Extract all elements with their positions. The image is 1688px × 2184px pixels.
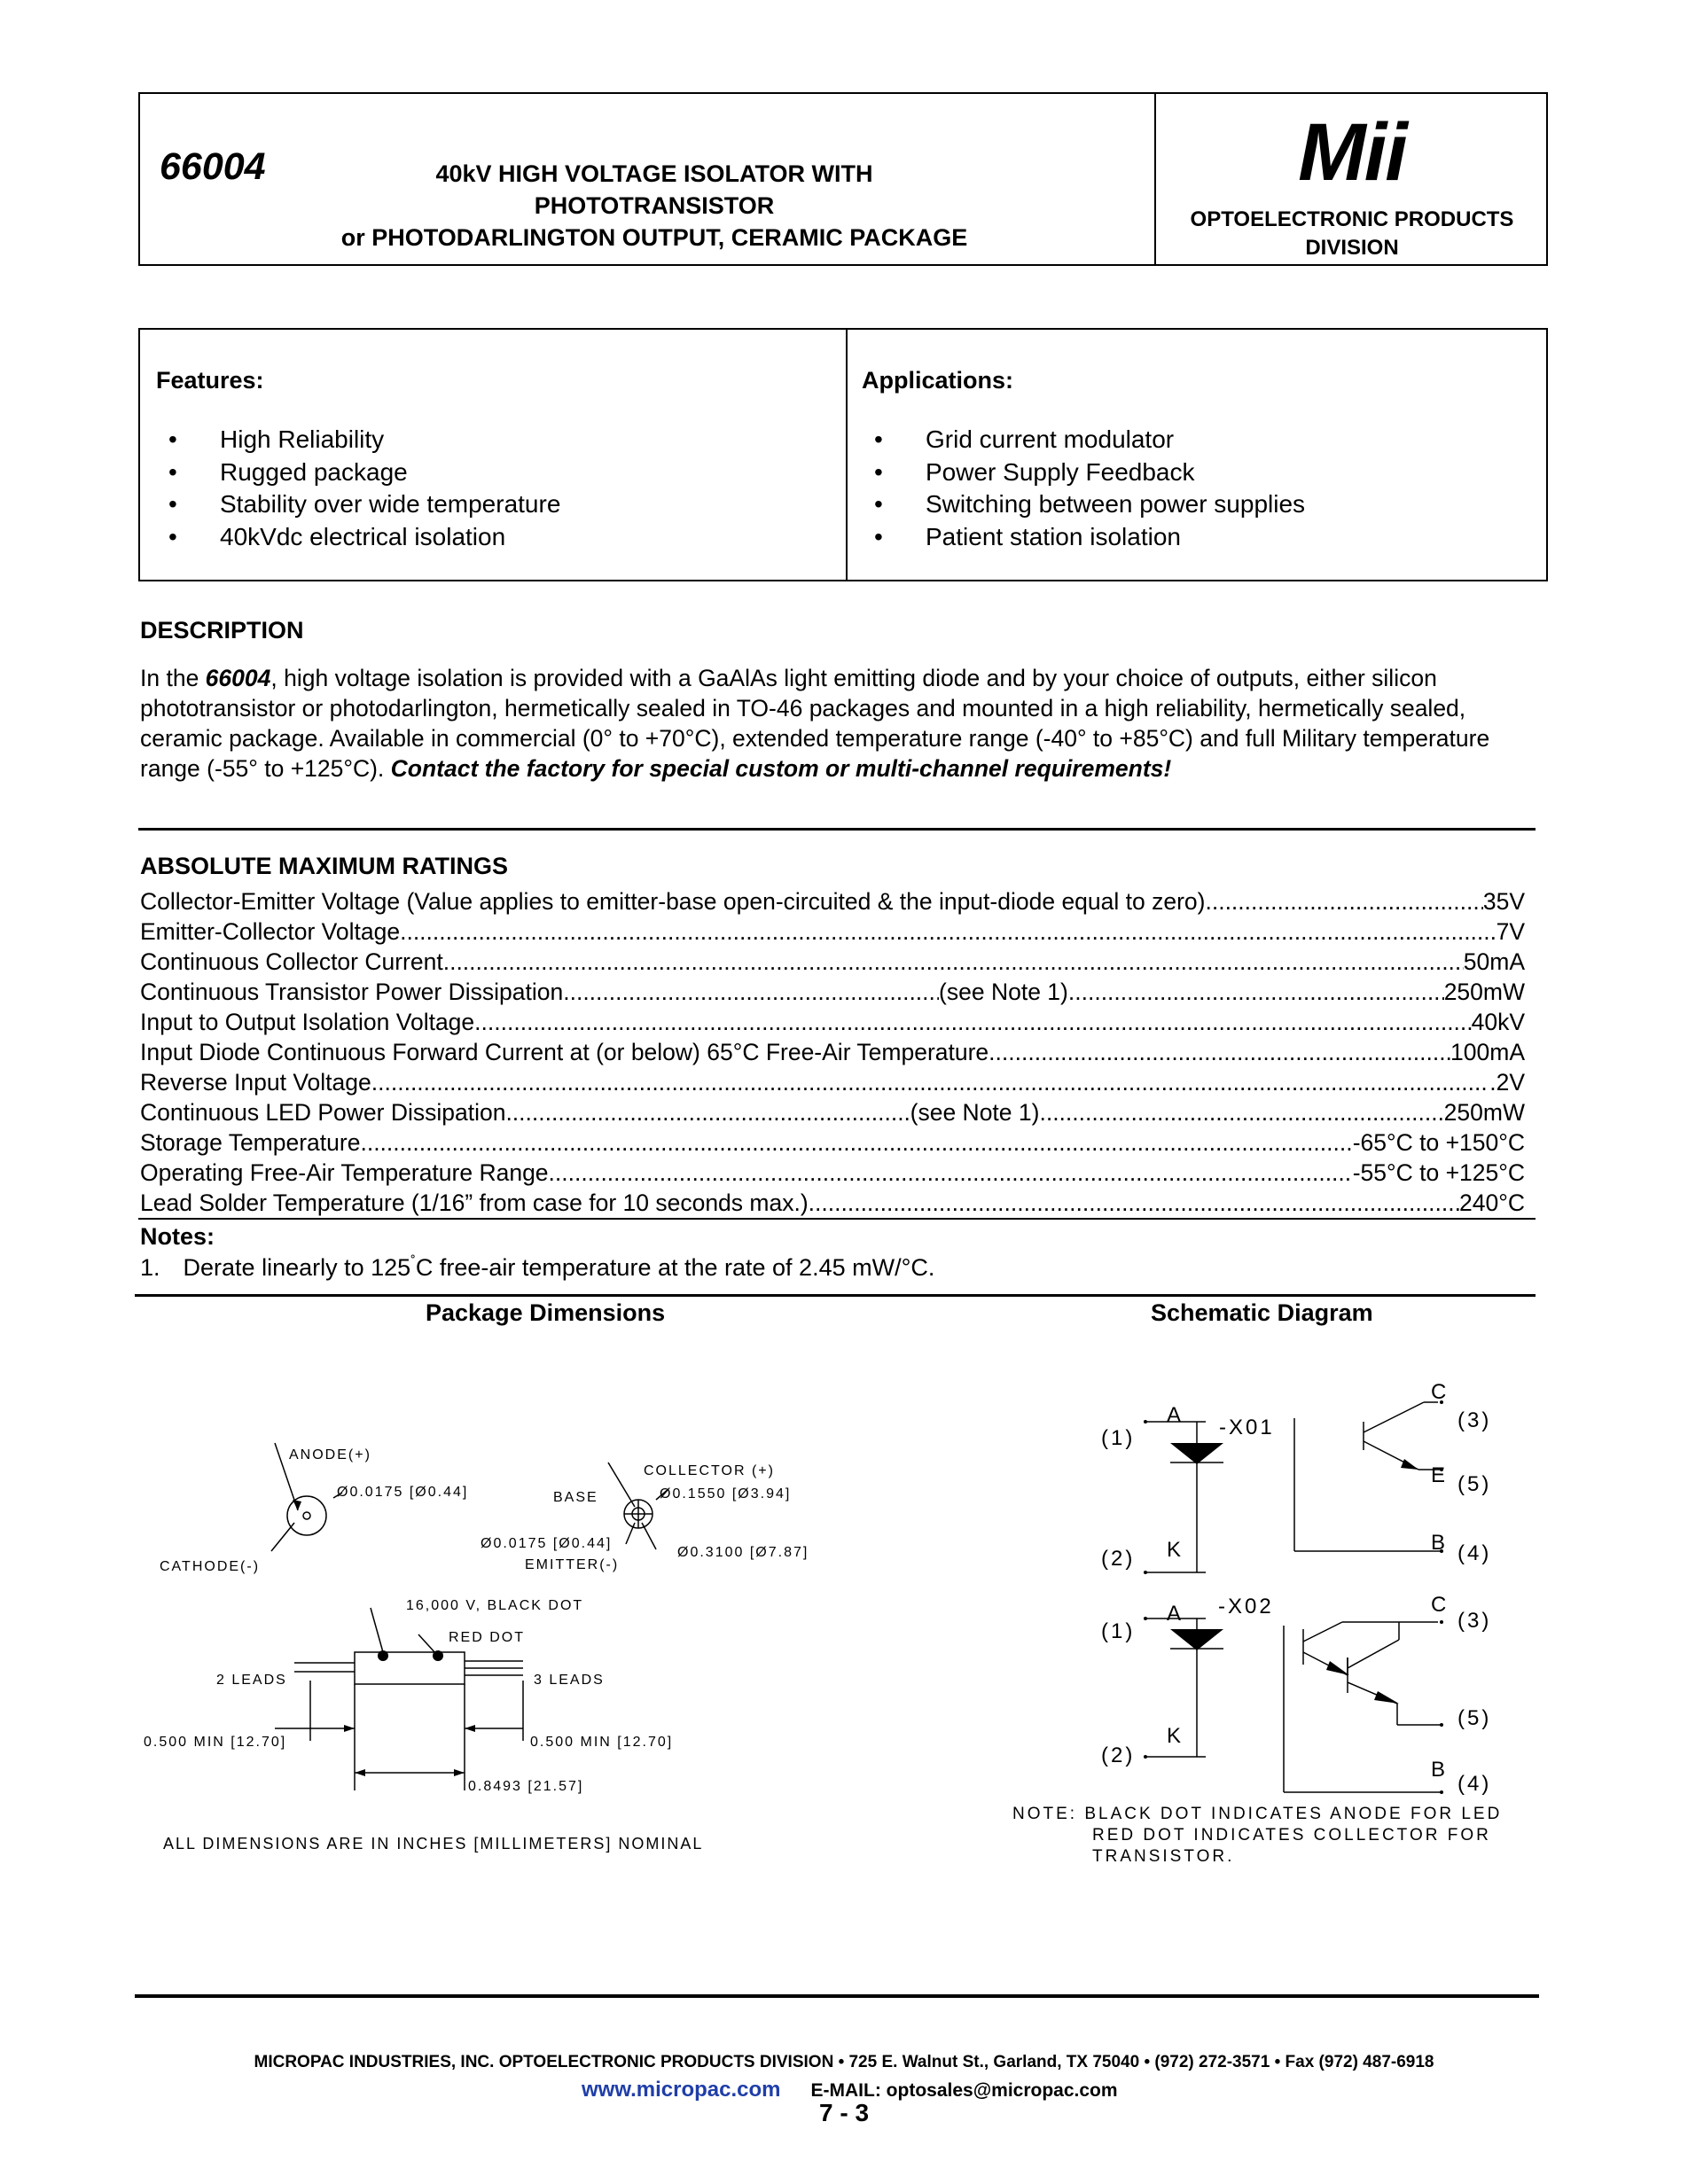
rating-label: Lead Solder Temperature (1/16” from case for 10 seconds max.): [140, 1190, 809, 1216]
rating-label: Continuous Collector Current: [140, 948, 443, 975]
note-number: 1.: [140, 1254, 160, 1281]
division-label: [1154, 206, 1550, 262]
pin-4-label: (4): [1457, 1772, 1492, 1796]
base-pin-label: B: [1431, 1758, 1449, 1782]
rating-value: 7V: [1496, 918, 1525, 945]
leader-dots: [371, 1067, 1489, 1097]
rating-row: [140, 1037, 1525, 1067]
features-list: [156, 424, 560, 553]
leader-dots: [1039, 1097, 1443, 1127]
feature-item: • 40kVdc electrical isolation: [156, 521, 560, 554]
feature-item: • Stability over wide temperature: [156, 488, 560, 521]
schematic-note-line-3: TRANSISTOR.: [1092, 1847, 1235, 1866]
pin-2-label: (2): [1101, 1743, 1136, 1767]
rating-label: Operating Free-Air Temperature Range: [140, 1159, 549, 1186]
applications-list: [862, 424, 1305, 553]
ratings-table: [140, 886, 1525, 1218]
leader-dots: [549, 1158, 1353, 1188]
document-title: [317, 158, 991, 254]
leader-dots: [1205, 886, 1482, 916]
rating-value: 35V: [1482, 888, 1525, 915]
led-diameter-label: Ø0.0175 [Ø0.44]: [337, 1485, 469, 1500]
notes-heading: Notes:: [140, 1223, 215, 1250]
rating-value: .2V: [1489, 1069, 1525, 1096]
rating-row: [140, 886, 1525, 916]
led-lead-circle: [287, 1496, 326, 1535]
rating-value: -55°C to +125°C: [1352, 1159, 1525, 1186]
emitter-arrow: [1374, 1691, 1399, 1704]
rating-row: [140, 1007, 1525, 1037]
led-triangle: [1170, 1443, 1223, 1464]
pin-5-label: (5): [1457, 1472, 1492, 1496]
rating-row: [140, 1188, 1525, 1218]
divider-line: [135, 1294, 1536, 1297]
company-logo: Mii: [1298, 107, 1406, 198]
base-label: BASE: [553, 1490, 598, 1505]
variant-x02-label: -X02: [1218, 1595, 1274, 1618]
anode-label: ANODE(+): [289, 1447, 371, 1462]
black-dot-label: 16,000 V, BLACK DOT: [406, 1598, 584, 1613]
rating-row: [140, 1127, 1525, 1158]
terminal-dot: [1440, 1620, 1443, 1624]
leader-dots: [360, 1127, 1352, 1158]
anode-pin-label: A: [1167, 1602, 1184, 1626]
feature-item: • Rugged package: [156, 456, 560, 489]
terminal-dot: [1144, 1420, 1147, 1424]
rating-row: [140, 1158, 1525, 1188]
rating-label: Reverse Input Voltage: [140, 1069, 371, 1096]
footer-divider: [135, 1994, 1539, 1998]
package-dimensions-drawing: [133, 1418, 842, 1879]
rating-value: 50mA: [1463, 948, 1525, 975]
rating-row: [140, 916, 1525, 947]
application-item: • Patient station isolation: [862, 521, 1305, 554]
note-1: [140, 1253, 934, 1282]
terminal-dot: [1144, 1755, 1147, 1759]
min-length-left: 0.500 MIN [12.70]: [144, 1735, 287, 1750]
rating-label: Emitter-Collector Voltage: [140, 918, 401, 945]
rating-label: Continuous LED Power Dissipation: [140, 1099, 506, 1126]
collector-pin-label: C: [1431, 1593, 1450, 1617]
description-body: , high voltage isolation is provided with a GaAlAs light emitting diode and by your choice of outputs, either silicon phototransistor or photodarlington, hermetically sealed in TO-46 packages and mounted in a high reliability, hermetically sealed, ceramic package. Available in commercial (0° to +70°C), extended temperature range (-40° to +85°C) and full Military temperature range (-55° to +125°C).: [140, 665, 1490, 782]
description-pre: In the: [140, 665, 206, 691]
title-line-2: or PHOTODARLINGTON OUTPUT, CERAMIC PACKAGE: [340, 224, 968, 251]
anode-pin-label: A: [1167, 1403, 1184, 1427]
terminal-dot: [1144, 1617, 1147, 1620]
page-number: 7 - 3: [818, 2099, 870, 2126]
dia3-leader: [642, 1523, 656, 1549]
description-text: [140, 663, 1550, 784]
arrow-head: [355, 1769, 365, 1776]
pin-1-label: (1): [1101, 1426, 1136, 1450]
cathode-leader: [271, 1523, 294, 1551]
led-triangle: [1170, 1629, 1223, 1650]
leader-dots: [400, 916, 1496, 947]
pin-3-label: (3): [1457, 1609, 1492, 1633]
led-lead-center: [303, 1512, 310, 1519]
red-dot-label: RED DOT: [449, 1630, 525, 1645]
rating-value: -65°C to +150°C: [1352, 1129, 1525, 1156]
red-dot-marker: [433, 1650, 443, 1661]
email-address: E-MAIL: optosales@micropac.com: [810, 2080, 1118, 2101]
arrow-head: [465, 1725, 475, 1732]
title-line-1: 40kV HIGH VOLTAGE ISOLATOR WITH PHOTOTRANSISTOR: [435, 160, 873, 219]
rating-label: Collector-Emitter Voltage (Value applies to emitter-base open-circuited & the input-diode equal to zero): [140, 888, 1206, 915]
body-length-label: 0.8493 [21.57]: [468, 1779, 584, 1794]
black-dot-leader: [371, 1608, 383, 1652]
transistor-diameter-2: Ø0.0175 [Ø0.44]: [481, 1536, 613, 1551]
emitter-label: EMITTER(-): [525, 1557, 620, 1572]
rating-label: Input Diode Continuous Forward Current at (or below) 65°C Free-Air Temperature: [140, 1039, 989, 1065]
collector-line: [1303, 1622, 1342, 1642]
terminal-dot: [1440, 1723, 1443, 1727]
schematic-diagram-heading: Schematic Diagram: [1151, 1299, 1373, 1326]
divider-line: [138, 1218, 1536, 1220]
header-box: [138, 92, 1548, 266]
schematic-note-line-1: NOTE: BLACK DOT INDICATES ANODE FOR LED: [1012, 1805, 1503, 1823]
divider-line: [138, 828, 1536, 831]
application-item: • Switching between power supplies: [862, 488, 1305, 521]
rating-row: [140, 947, 1525, 977]
leader-dots: [809, 1188, 1459, 1218]
arrow-head: [344, 1725, 355, 1732]
part-number: 66004: [160, 145, 266, 188]
variant-x01-label: -X01: [1219, 1416, 1275, 1439]
rating-label: Storage Temperature: [140, 1129, 361, 1156]
note-text: Derate linearly to 125: [183, 1254, 411, 1281]
terminal-dot: [1440, 1790, 1443, 1794]
schematic-note-line-2: RED DOT INDICATES COLLECTOR FOR: [1092, 1826, 1491, 1845]
leader-dots: [1068, 977, 1444, 1007]
collector-leader: [608, 1462, 635, 1507]
rating-row: [140, 1067, 1525, 1097]
package-dimensions-heading: Package Dimensions: [426, 1299, 666, 1326]
min-length-right: 0.500 MIN [12.70]: [530, 1735, 674, 1750]
division-line-1: OPTOELECTRONIC PRODUCTS: [1190, 207, 1514, 231]
rating-note: (see Note 1): [939, 979, 1068, 1005]
company-address: MICROPAC INDUSTRIES, INC. OPTOELECTRONIC PRODUCTS DIVISION • 725 E. Walnut St., Garland, TX 75040 • (972) 272-3571 • Fax (972) 487-6918: [254, 2053, 1434, 2071]
arrow-head: [454, 1769, 465, 1776]
cathode-pin-label: K: [1167, 1538, 1184, 1562]
rating-value: 40kV: [1471, 1009, 1525, 1035]
rating-value: 250mW: [1443, 1099, 1525, 1126]
division-line-2: DIVISION: [1305, 236, 1399, 260]
feature-item: • High Reliability: [156, 424, 560, 456]
pin-5-label: (5): [1457, 1706, 1492, 1730]
features-divider: [846, 330, 848, 580]
pin-3-label: (3): [1457, 1408, 1492, 1432]
rating-label: Input to Output Isolation Voltage: [140, 1009, 475, 1035]
pin-2-label: (2): [1101, 1547, 1136, 1571]
rating-value: 250mW: [1443, 979, 1525, 1005]
leader-dots: [563, 977, 939, 1007]
pin-4-label: (4): [1457, 1541, 1492, 1565]
transistor-diameter-3: Ø0.3100 [Ø7.87]: [677, 1545, 809, 1560]
leader-dots: [443, 947, 1464, 977]
three-leads-label: 3 LEADS: [534, 1673, 605, 1688]
features-heading: Features:: [156, 367, 264, 394]
black-dot-marker: [378, 1650, 388, 1661]
description-heading: DESCRIPTION: [140, 617, 304, 644]
application-item: • Grid current modulator: [862, 424, 1305, 456]
package-body: [355, 1652, 465, 1684]
rating-row: [140, 1097, 1525, 1127]
note-text-end: C free-air temperature at the rate of 2.45 mW/°C.: [415, 1254, 935, 1281]
terminal-dot: [1144, 1571, 1147, 1574]
degree-mark: ˚: [410, 1253, 416, 1270]
rating-row: [140, 977, 1525, 1007]
transistor-diameter-1: Ø0.1550 [Ø3.94]: [660, 1486, 792, 1502]
ratings-heading: ABSOLUTE MAXIMUM RATINGS: [140, 853, 508, 879]
leader-dots: [989, 1037, 1450, 1067]
emitter-arrow: [1326, 1661, 1349, 1675]
rating-value: 240°C: [1459, 1190, 1525, 1216]
rating-note: (see Note 1): [910, 1099, 1040, 1126]
leader-dots: [505, 1097, 910, 1127]
schematic-drawing: [1002, 1383, 1551, 1879]
cathode-label: CATHODE(-): [160, 1559, 261, 1574]
collector-label: COLLECTOR (+): [644, 1463, 775, 1478]
applications-heading: Applications:: [862, 367, 1014, 394]
website-link[interactable]: www.micropac.com: [582, 2078, 781, 2102]
emitter-pin-label: E: [1431, 1463, 1449, 1487]
red-dot-leader: [418, 1634, 436, 1654]
collector-line: [1348, 1640, 1399, 1668]
leader-dots: [474, 1007, 1471, 1037]
description-emphasis: Contact the factory for special custom or multi-channel requirements!: [390, 755, 1172, 782]
emitter-arrow: [1401, 1459, 1418, 1470]
base-pin-label: B: [1431, 1531, 1449, 1555]
application-item: • Power Supply Feedback: [862, 456, 1305, 489]
rating-value: 100mA: [1450, 1039, 1525, 1065]
cathode-pin-label: K: [1167, 1724, 1184, 1748]
collector-line: [1364, 1402, 1424, 1432]
rating-label: Continuous Transistor Power Dissipation: [140, 979, 564, 1005]
pin-1-label: (1): [1101, 1619, 1136, 1643]
dimensions-note: ALL DIMENSIONS ARE IN INCHES [MILLIMETERS] NOMINAL: [163, 1835, 704, 1852]
two-leads-label: 2 LEADS: [216, 1673, 287, 1688]
collector-pin-label: C: [1431, 1383, 1450, 1404]
description-part: 66004: [205, 665, 271, 691]
features-box: [138, 328, 1548, 581]
